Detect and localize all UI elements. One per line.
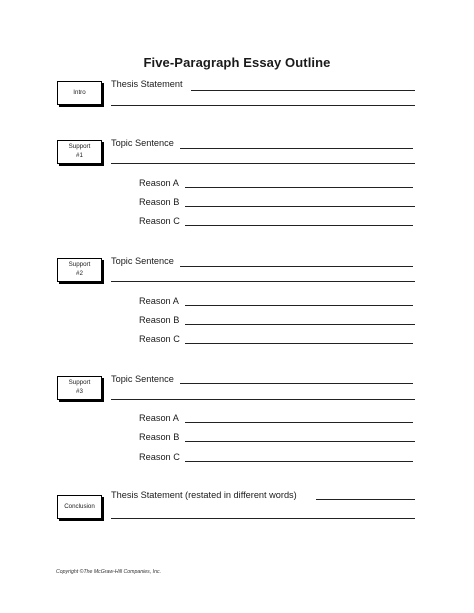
support-1-box: Support #1 [57, 140, 102, 164]
support-2-topic-sentence-line[interactable] [180, 266, 413, 267]
support-1-reason-c-line[interactable] [185, 225, 413, 226]
conclusion-box: Conclusion [57, 495, 102, 519]
copyright-notice: Copyright ©The McGraw-Hill Companies, Inc. [56, 569, 162, 575]
thesis-statement-line-2[interactable] [111, 105, 415, 106]
support-1-topic-sentence-line[interactable] [180, 148, 413, 149]
support-1-topic-sentence-line-2[interactable] [111, 163, 415, 164]
support-1-reason-a-label: Reason A [139, 178, 179, 188]
conclusion-thesis-statement-line-2[interactable] [111, 518, 415, 519]
support-3-topic-sentence-label: Topic Sentence [111, 374, 174, 384]
thesis-statement-line[interactable] [191, 90, 415, 91]
support-2-reason-b-line[interactable] [185, 324, 415, 325]
support-2-reason-a-line[interactable] [185, 305, 413, 306]
support-2-topic-sentence-label: Topic Sentence [111, 256, 174, 266]
support-1-reason-c-label: Reason C [139, 216, 180, 226]
support-1-topic-sentence-label: Topic Sentence [111, 138, 174, 148]
conclusion-thesis-statement-line[interactable] [316, 499, 415, 500]
support-3-reason-b-label: Reason B [139, 432, 180, 442]
support-3-reason-c-line[interactable] [185, 461, 413, 462]
support-2-reason-c-label: Reason C [139, 334, 180, 344]
support-1-reason-b-label: Reason B [139, 197, 180, 207]
support-2-topic-sentence-line-2[interactable] [111, 281, 415, 282]
support-2-reason-b-label: Reason B [139, 315, 180, 325]
support-3-reason-a-line[interactable] [185, 422, 413, 423]
page-title: Five-Paragraph Essay Outline [143, 55, 331, 70]
support-2-box: Support #2 [57, 258, 102, 282]
support-3-reason-b-line[interactable] [185, 441, 415, 442]
support-1-reason-a-line[interactable] [185, 187, 413, 188]
intro-box: Intro [57, 81, 102, 105]
support-2-reason-a-label: Reason A [139, 296, 179, 306]
support-3-reason-a-label: Reason A [139, 413, 179, 423]
support-3-topic-sentence-line-2[interactable] [111, 399, 415, 400]
support-3-box: Support #3 [57, 376, 102, 400]
support-3-reason-c-label: Reason C [139, 452, 180, 462]
support-2-reason-c-line[interactable] [185, 343, 413, 344]
support-1-reason-b-line[interactable] [185, 206, 415, 207]
conclusion-thesis-statement-label: Thesis Statement (restated in different words) [111, 490, 297, 500]
support-3-topic-sentence-line[interactable] [180, 383, 413, 384]
thesis-statement-label: Thesis Statement [111, 79, 183, 89]
